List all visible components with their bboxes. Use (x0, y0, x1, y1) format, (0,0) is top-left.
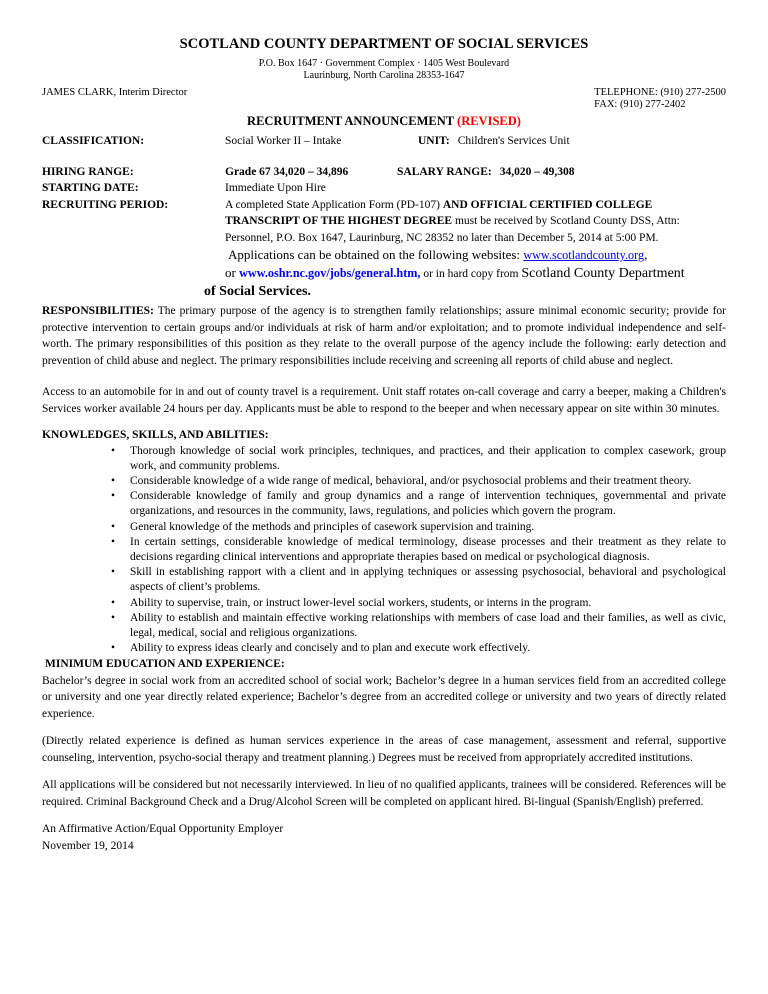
hiring-range-value: Grade 67 34,020 – 34,896 (225, 165, 349, 178)
ksa-bullet-item: • Considerable knowledge of family and group dynamics and a range of intervention techniques, governmental and private organizations, and resources in the community, laws, regulations, and policies which govern the program. (130, 489, 726, 519)
apply-or-text: or (225, 265, 240, 280)
recruiting-period-block (204, 197, 726, 302)
applications-considered-paragraph: All applications will be considered but not necessarily interviewed. In lieu of no qualified applicants, trainees will be considered. References will be required. Criminal Background Check and a Drug/Alcohol Screen will be completed on applicant hired. Bi-lingual (Spanish/English) preferred. (42, 779, 726, 808)
ksa-bullet-list (42, 444, 726, 657)
recruiting-bold-text: AND OFFICIAL CERTIFIED COLLEGE TRANSCRIPT OF THE HIGHEST DEGREE (225, 198, 653, 227)
recruiting-period-label: RECRUITING PERIOD: (42, 198, 169, 211)
starting-date-row (42, 180, 726, 197)
apply-department-text-2: of Social Services. (204, 284, 311, 299)
classification-row (42, 133, 726, 150)
recruiting-text-2: must be received by Scotland County DSS, Attn: Personnel, P.O. Box 1647, Laurinburg, NC 28352 no later than December 5, 2014 at 5:00 PM. (225, 215, 680, 244)
org-name: SCOTLAND COUNTY DEPARTMENT OF SOCIAL SERVICES (179, 36, 589, 52)
ksa-bullet-item: • Considerable knowledge of a wide range of medical, behavioral, and/or psychosocial problems and their treatment theory. (130, 474, 726, 489)
ksa-bullet-item: • Ability to supervise, train, or instruct lower-level social workers, students, or interns in the program. (130, 596, 726, 611)
oshr-link[interactable]: www.oshr.nc.gov/jobs/general.htm, (239, 266, 421, 280)
recruiting-period-row (42, 197, 726, 302)
min-ed-heading: MINIMUM EDUCATION AND EXPERIENCE: (45, 658, 285, 671)
unit-value: Children's Services Unit (457, 135, 570, 147)
revised-flag: (REVISED) (457, 114, 521, 128)
hiring-range-label: HIRING RANGE: (42, 165, 134, 178)
footer-block (42, 821, 726, 854)
ksa-bullet-item: • General knowledge of the methods and principles of casework supervision and training. (130, 520, 726, 535)
salary-range-label: SALARY RANGE: (397, 165, 492, 178)
recruiting-text-1: A completed State Application Form (PD-107) (225, 198, 443, 211)
classification-value: Social Worker II – Intake (225, 135, 342, 147)
classification-label: CLASSIFICATION: (42, 135, 145, 147)
phone-block (594, 87, 726, 111)
responsibilities-label: RESPONSIBILITIES: (42, 305, 154, 317)
announcement-title-text: RECRUITMENT ANNOUNCEMENT (247, 114, 458, 128)
min-ed-paragraph: Bachelor’s degree in social work from an accredited school of social work; Bachelor’s degree in a human services field from an accredited college or university and one year directly related experience; Bachelor’s degree from an accredited college or university and two years of directly related experience. (42, 674, 726, 720)
hiring-range-row (42, 164, 726, 181)
ksa-bullet-item: • Ability to express ideas clearly and concisely and to plan and execute work effectively. (130, 641, 726, 656)
access-paragraph: Access to an automobile for in and out of county travel is a requirement. Unit staff rotates on-call coverage and carry a beeper, making a Children's Services worker available 24 hours per day. Applicants must be able to respond to the beeper and when necessary appear on site within 30 minutes. (42, 386, 726, 415)
recruiting-paragraph (225, 197, 726, 247)
scotlandcounty-link[interactable]: www.scotlandcounty.org (523, 248, 645, 262)
starting-date-value: Immediate Upon Hire (225, 182, 326, 194)
starting-date-label: STARTING DATE: (42, 182, 139, 194)
responsibilities-paragraph (42, 303, 726, 369)
ksa-bullet-item: • Ability to establish and maintain effective working relationships with members of case load and their families, as well as civic, legal, medical, social and religious organizations. (130, 611, 726, 641)
apply-hardcopy-text: or in hard copy from (420, 268, 522, 280)
eeo-line: An Affirmative Action/Equal Opportunity Employer (42, 823, 284, 836)
apply-line1-comma: , (644, 247, 648, 262)
director-name: JAMES CLARK, Interim Director (42, 87, 188, 98)
ksa-bullet-item: • Thorough knowledge of social work principles, techniques, and practices, and their application to complex casework, group work, and community problems. (130, 444, 726, 474)
directly-related-paragraph: (Directly related experience is defined as human services experience in the areas of case management, assessment and referral, supportive counseling, intervention, psycho-social therapy and treatment planning.) Degrees must be received from appropriately accredited institutions. (42, 735, 726, 764)
ksa-bullet-item: • In certain settings, considerable knowledge of medical terminology, disease processes and their treatment as they relate to decisions regarding clinical interventions and appropriate therapies based on medical or psychological diagnosis. (130, 535, 726, 565)
responsibilities-text: The primary purpose of the agency is to strengthen family relationships; assure minimal economic security; provide for protective intervention to certain groups and/or individuals at risk of harm and/or exploitation; and to promote individual independence and self-worth. The primary responsibilities of this position as they relate to the overall purpose of the agency include the following: early detection and prevention of child abuse and neglect. The primary responsibilities include receiving and screening all reports of child abuse and neglect. (42, 305, 726, 367)
director-phone-row (42, 87, 726, 111)
apply-websites-line (228, 246, 726, 264)
telephone-line: TELEPHONE: (910) 277-2500 (594, 87, 726, 98)
fax-line: FAX: (910) 277-2402 (594, 99, 686, 110)
apply-intro-text: Applications can be obtained on the following websites: (228, 247, 524, 262)
date-line: November 19, 2014 (42, 839, 134, 852)
address-line-1: P.O. Box 1647 · Government Complex · 1405 West Boulevard (258, 58, 510, 69)
ksa-heading: KNOWLEDGES, SKILLS, AND ABILITIES: (42, 429, 269, 441)
ksa-bullet-item: • Skill in establishing rapport with a client and in applying techniques or assessing psychosocial, behavioral and psychological aspects of client’s problems. (130, 565, 726, 595)
salary-range-value: 34,020 – 49,308 (499, 165, 575, 178)
unit-label: UNIT: (418, 135, 450, 147)
announcement-title (42, 114, 726, 129)
apply-or-line (225, 264, 726, 283)
address-line-2: Laurinburg, North Carolina 28353-1647 (303, 70, 465, 81)
apply-department-text: Scotland County Department (521, 266, 685, 281)
